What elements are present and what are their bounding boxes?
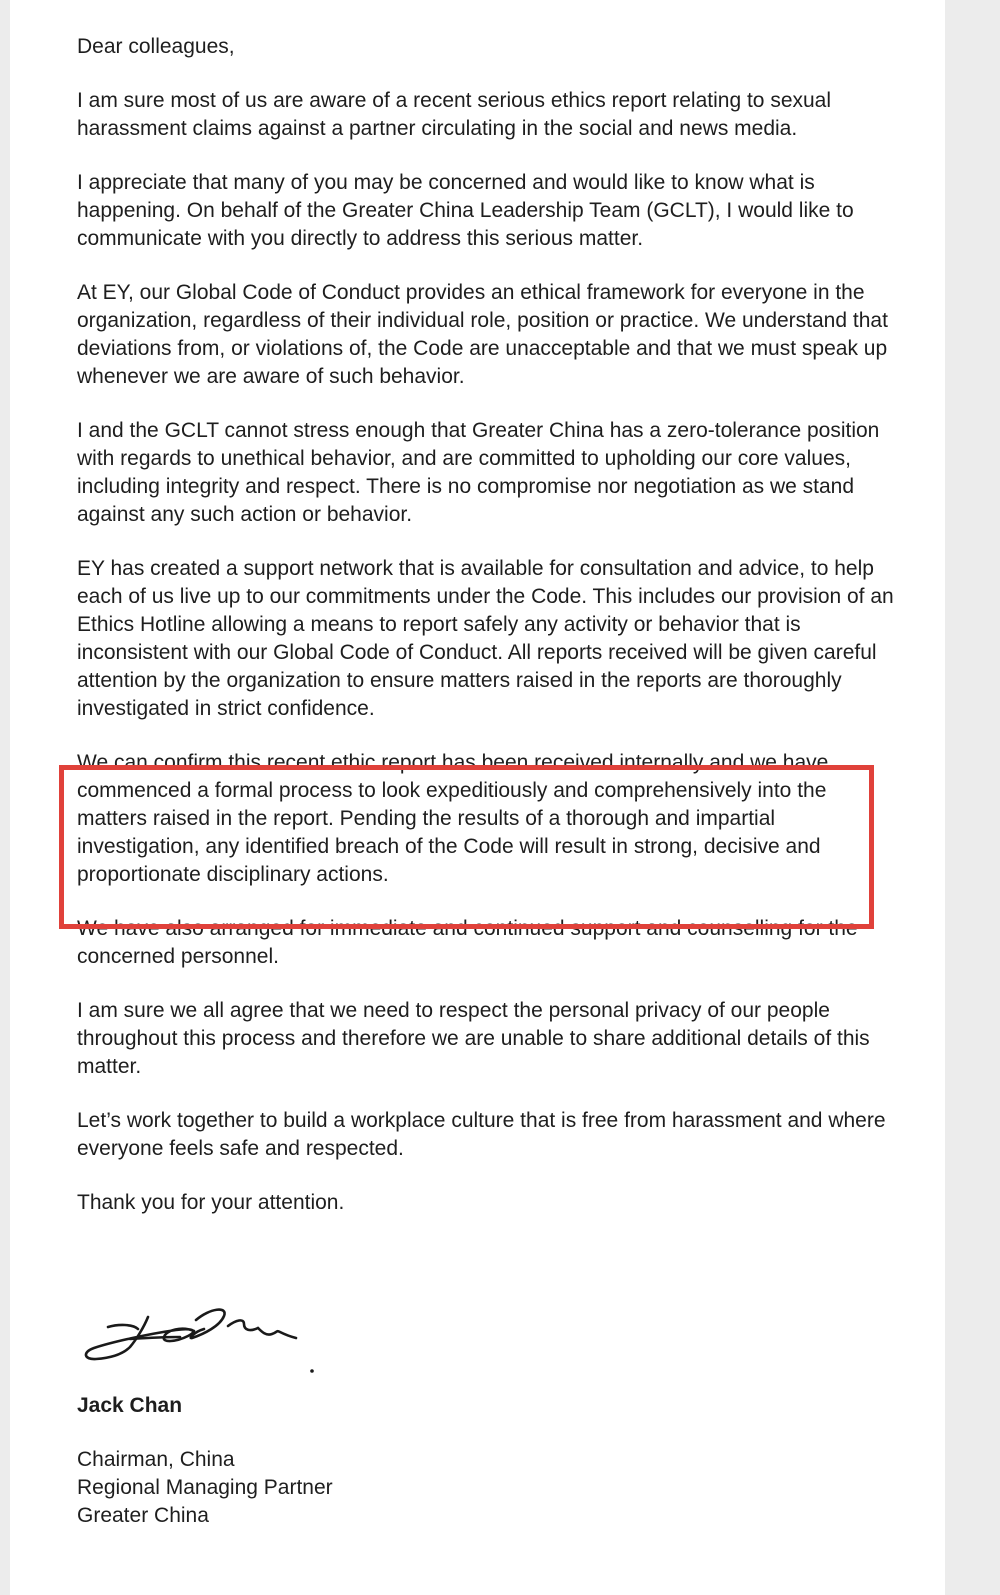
signer-title-line: Greater China [77,1504,209,1527]
paragraph-zero-tolerance: I and the GCLT cannot stress enough that Greater China has a zero-tolerance position with regards to unethical behavior, and are committed to upholding our core values, including integrity and respect. There is no compromise nor negotiation as we stand against any such action or behavior. [77,419,880,526]
paragraph-privacy: I am sure we all agree that we need to respect the personal privacy of our people throughout this process and therefore we are unable to share additional details of this matter. [77,999,870,1078]
signer-title-line: Chairman, China [77,1448,235,1471]
signature-icon [78,1300,328,1380]
highlight-box [59,765,874,929]
paragraph-code-of-conduct: At EY, our Global Code of Conduct provides an ethical framework for everyone in the organization, regardless of their individual role, position or practice. We understand that deviations from, or violations of, the Code are unacceptable and that we must speak up whenever we are aware of such behavior. [77,281,888,388]
paragraph-thanks: Thank you for your attention. [77,1191,345,1214]
page-edge-strip [945,0,1000,1595]
paragraph-confirmation: We can confirm this recent ethic report has been received internally and we have commenced a formal process to look expeditiously and comprehensively into the matters raised in the report. Pending the results of a thorough and impartial investigation, any identified breach of the Code will result in strong, decisive and proportionate disciplinary actions. [77,751,829,886]
handwritten-signature [78,1300,328,1380]
paragraph-awareness: I am sure most of us are aware of a recent serious ethics report relating to sexual harassment claims against a partner circulating in the social and news media. [77,89,832,140]
salutation: Dear colleagues, [77,35,235,58]
paragraph-workplace-culture: Let’s work together to build a workplace culture that is free from harassment and where everyone feels safe and respected. [77,1109,886,1160]
paragraph-counselling: We have also arranged for immediate and continued support and counselling for the concerned personnel. [77,917,858,968]
paragraph-concern: I appreciate that many of you may be concerned and would like to know what is happening. On behalf of the Greater China Leadership Team (GCLT), I would like to communicate with you directly to address this serious matter. [77,171,854,250]
signer-title-line: Regional Managing Partner [77,1476,333,1499]
signer-name: Jack Chan [77,1394,183,1417]
letter-body [77,33,897,1243]
signer-titles [77,1446,333,1530]
paragraph-support-network: EY has created a support network that is available for consultation and advice, to help each of us live up to our commitments under the Code. This includes our provision of an Ethics Hotline allowing a means to report safely any activity or behavior that is inconsistent with our Global Code of Conduct. All reports received will be given careful attention by the organization to ensure matters raised in the reports are thoroughly investigated in strict confidence. [77,557,894,720]
